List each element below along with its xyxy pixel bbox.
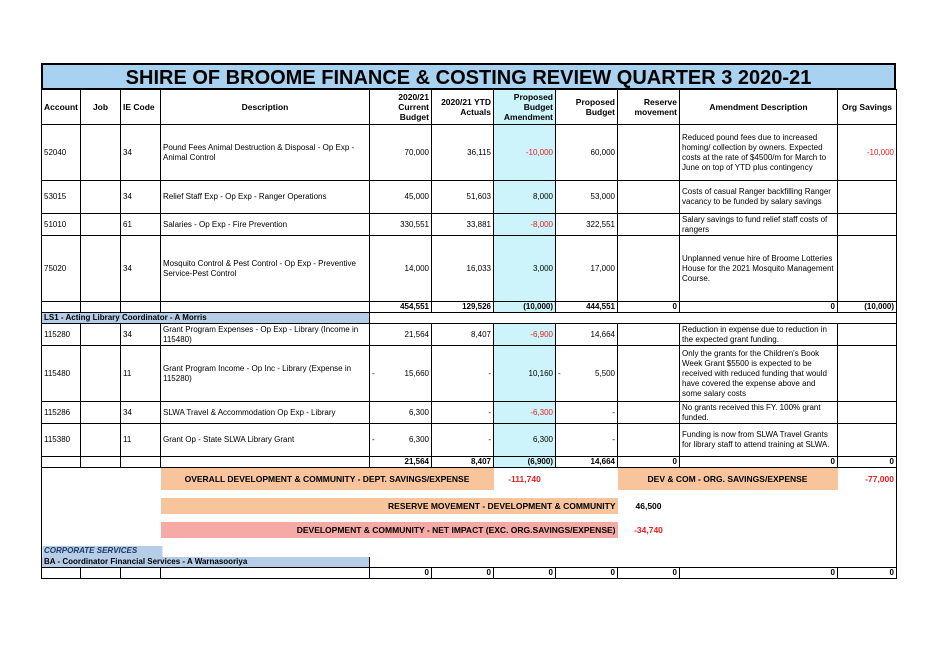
total-proposed: 0: [556, 568, 618, 579]
table-row: [42, 125, 897, 181]
org-cell: [838, 324, 897, 346]
account-cell: 52040: [42, 125, 81, 181]
total-amend: 0: [494, 568, 556, 579]
ie-cell: 34: [121, 402, 161, 424]
reserve-label: RESERVE MOVEMENT - DEVELOPMENT & COMMUNITY: [161, 498, 618, 514]
job-cell: [81, 346, 121, 402]
description-cell: Relief Staff Exp - Op Exp - Ranger Operations: [161, 181, 370, 214]
description-cell: Grant Program Income - Op Inc - Library (Expense in 115280): [161, 346, 370, 402]
ie-cell: 34: [121, 125, 161, 181]
summary-row-reserve: [42, 498, 897, 514]
col-proposed-amendment: Proposed Budget Amendment: [494, 90, 556, 125]
total-current: 0: [370, 568, 432, 579]
table-row: [42, 424, 897, 457]
overall-label: OVERALL DEVELOPMENT & COMMUNITY - DEPT. SAVINGS/EXPENSE: [161, 468, 494, 490]
description-cell: Grant Program Expenses - Op Exp - Library (Income in 115480): [161, 324, 370, 346]
col-current-budget: 2020/21 Current Budget: [370, 90, 432, 125]
col-ytd-actuals: 2020/21 YTD Actuals: [432, 90, 494, 125]
ytd-cell: 36,115: [432, 125, 494, 181]
amend-cell: 8,000: [494, 181, 556, 214]
total-org: 0: [838, 568, 897, 579]
ie-cell: 11: [121, 346, 161, 402]
org-cell: [838, 181, 897, 214]
account-cell: 51010: [42, 214, 81, 236]
amend-cell: -10,000: [494, 125, 556, 181]
note-cell: Salary savings to fund relief staff costs of rangers: [680, 214, 838, 236]
dash-mark: -: [372, 368, 375, 378]
total-org: (10,000): [838, 302, 897, 313]
total-proposed: 14,664: [556, 457, 618, 468]
note-cell: Reduced pound fees due to increased homing/ collection by owners. Expected costs at the rate of $4500/m for March to June on top of YTD plus contingency: [680, 125, 838, 181]
ytd-cell: -: [432, 346, 494, 402]
total-row: [42, 568, 897, 579]
col-account: Account: [42, 90, 81, 125]
org-cell: [838, 424, 897, 457]
current-cell: 330,551: [370, 214, 432, 236]
table-row: [42, 324, 897, 346]
account-cell: 115286: [42, 402, 81, 424]
proposed-cell: - 5,500: [556, 346, 618, 402]
total-reserve: 0: [618, 302, 680, 313]
amend-cell: 10,160: [494, 346, 556, 402]
description-cell: Mosquito Control & Pest Control - Op Exp - Preventive Service-Pest Control: [161, 236, 370, 302]
proposed-cell: 14,664: [556, 324, 618, 346]
corporate-row: [42, 546, 897, 557]
ytd-cell: 16,033: [432, 236, 494, 302]
amend-cell: -8,000: [494, 214, 556, 236]
proposed-cell: -: [556, 402, 618, 424]
reserve-cell: [618, 125, 680, 181]
total-ytd: 8,407: [432, 457, 494, 468]
reserve-cell: [618, 424, 680, 457]
budget-table: [41, 89, 897, 579]
job-cell: [81, 402, 121, 424]
finance-review-sheet: [41, 63, 896, 579]
total-note: 0: [680, 457, 838, 468]
job-cell: [81, 125, 121, 181]
ie-cell: 61: [121, 214, 161, 236]
net-value: -34,740: [634, 524, 663, 535]
col-reserve-movement: Reserve movement: [618, 90, 680, 125]
ie-cell: 34: [121, 324, 161, 346]
col-proposed-budget: Proposed Budget: [556, 90, 618, 125]
amend-cell: 6,300: [494, 424, 556, 457]
job-cell: [81, 324, 121, 346]
table-row: [42, 181, 897, 214]
proposed-cell: 53,000: [556, 181, 618, 214]
total-amend: (10,000): [494, 302, 556, 313]
account-cell: 115280: [42, 324, 81, 346]
current-cell: 6,300: [370, 402, 432, 424]
section-row: [42, 557, 897, 568]
org-cell: [838, 346, 897, 402]
current-cell: 14,000: [370, 236, 432, 302]
note-cell: Only the grants for the Children's Book Week Grant $5500 is expected to be received with reduced funding that would have covered the expense above and some salary costs: [680, 346, 838, 402]
table-row: [42, 214, 897, 236]
account-cell: 53015: [42, 181, 81, 214]
org-cell: [838, 214, 897, 236]
total-org: 0: [838, 457, 897, 468]
reserve-cell: [618, 346, 680, 402]
note-cell: Unplanned venue hire of Broome Lotteries House for the 2021 Mosquito Management Course.: [680, 236, 838, 302]
overall-value: -111,740: [508, 473, 541, 484]
ytd-cell: 33,881: [432, 214, 494, 236]
job-cell: [81, 236, 121, 302]
header-row: [42, 90, 897, 125]
note-cell: Costs of casual Ranger backfilling Ranger vacancy to be funded by salary savings: [680, 181, 838, 214]
proposed-cell: 322,551: [556, 214, 618, 236]
ie-cell: 34: [121, 236, 161, 302]
dash-mark: -: [372, 435, 375, 444]
reserve-cell: [618, 236, 680, 302]
table-row: [42, 236, 897, 302]
reserve-cell: [618, 181, 680, 214]
amend-cell: 3,000: [494, 236, 556, 302]
description-cell: SLWA Travel & Accommodation Op Exp - Library: [161, 402, 370, 424]
job-cell: [81, 181, 121, 214]
total-row: [42, 457, 897, 468]
reserve-value: 46,500: [635, 500, 662, 511]
reserve-cell: [618, 214, 680, 236]
org-cell: -10,000: [838, 125, 897, 181]
col-ie-code: IE Code: [121, 90, 161, 125]
col-org-savings: Org Savings: [838, 90, 897, 125]
col-job: Job: [81, 90, 121, 125]
proposed-cell: 17,000: [556, 236, 618, 302]
ie-cell: 34: [121, 181, 161, 214]
summary-row-net: [42, 522, 897, 538]
total-amend: (6,900): [494, 457, 556, 468]
ie-cell: 11: [121, 424, 161, 457]
total-current: 454,551: [370, 302, 432, 313]
note-cell: Reduction in expense due to reduction in the expected grant funding.: [680, 324, 838, 346]
account-cell: 75020: [42, 236, 81, 302]
ytd-cell: 51,603: [432, 181, 494, 214]
description-cell: Salaries - Op Exp - Fire Prevention: [161, 214, 370, 236]
org-value: -77,000: [838, 468, 897, 490]
col-amendment-description: Amendment Description: [680, 90, 838, 125]
table-row: [42, 346, 897, 402]
org-cell: [838, 402, 897, 424]
org-cell: [838, 236, 897, 302]
proposed-cell: -: [556, 424, 618, 457]
table-row: [42, 402, 897, 424]
org-label: DEV & COM - ORG. SAVINGS/EXPENSE: [618, 468, 838, 490]
proposed-cell: 60,000: [556, 125, 618, 181]
job-cell: [81, 214, 121, 236]
current-cell: 21,564: [370, 324, 432, 346]
description-cell: Grant Op - State SLWA Library Grant: [161, 424, 370, 457]
account-cell: 115380: [42, 424, 81, 457]
section-ba: BA - Coordinator Financial Services - A Warnasooriya: [42, 557, 370, 568]
reserve-cell: [618, 324, 680, 346]
total-ytd: 0: [432, 568, 494, 579]
corporate-heading: CORPORATE SERVICES: [42, 546, 370, 557]
current-cell: - 6,300: [370, 424, 432, 457]
total-proposed: 444,551: [556, 302, 618, 313]
dash-mark: -: [558, 368, 561, 378]
current-cell: - 15,660: [370, 346, 432, 402]
net-label: DEVELOPMENT & COMMUNITY - NET IMPACT (EXC. ORG.SAVINGS/EXPENSE): [161, 522, 618, 538]
total-current: 21,564: [370, 457, 432, 468]
account-cell: 115480: [42, 346, 81, 402]
note-cell: No grants received this FY. 100% grant funded.: [680, 402, 838, 424]
total-row: [42, 302, 897, 313]
description-cell: Pound Fees Animal Destruction & Disposal - Op Exp - Animal Control: [161, 125, 370, 181]
ytd-cell: -: [432, 402, 494, 424]
amend-cell: -6,300: [494, 402, 556, 424]
ytd-cell: -: [432, 424, 494, 457]
section-row: [42, 313, 897, 324]
total-note: 0: [680, 302, 838, 313]
amend-cell: -6,900: [494, 324, 556, 346]
sheet-title: SHIRE OF BROOME FINANCE & COSTING REVIEW QUARTER 3 2020-21: [41, 63, 896, 89]
total-reserve: 0: [618, 457, 680, 468]
current-cell: 45,000: [370, 181, 432, 214]
ytd-cell: 8,407: [432, 324, 494, 346]
reserve-cell: [618, 402, 680, 424]
section-ls1: LS1 - Acting Library Coordinator - A Morris: [42, 313, 370, 324]
total-note: 0: [680, 568, 838, 579]
current-cell: 70,000: [370, 125, 432, 181]
note-cell: Funding is now from SLWA Travel Grants for library staff to attend training at SLWA.: [680, 424, 838, 457]
summary-row-overall: [42, 468, 897, 490]
total-reserve: 0: [618, 568, 680, 579]
total-ytd: 129,526: [432, 302, 494, 313]
col-description: Description: [161, 90, 370, 125]
job-cell: [81, 424, 121, 457]
